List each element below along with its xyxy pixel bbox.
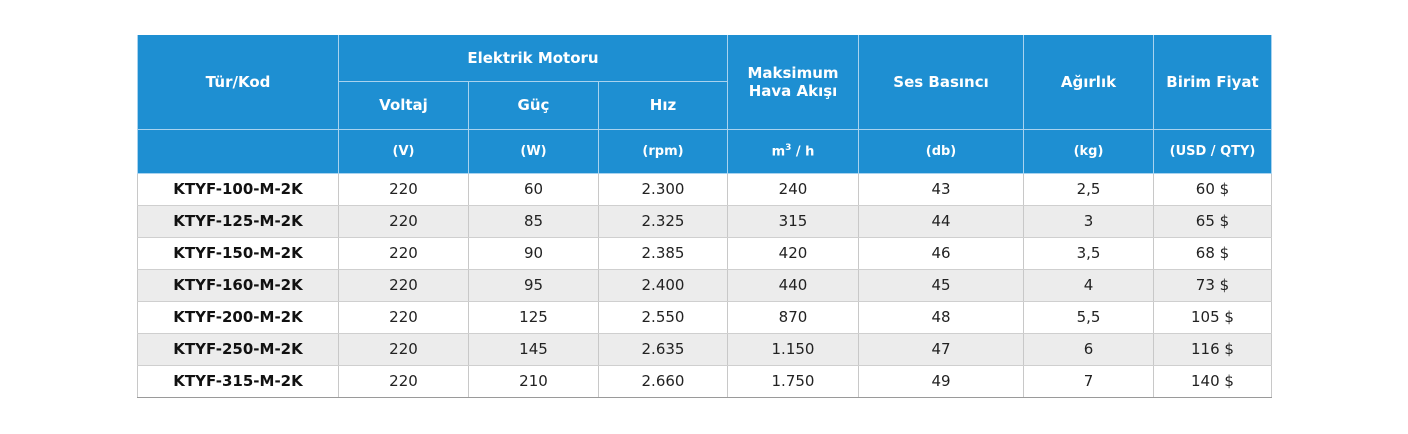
cell-fiyat: 105 $	[1154, 301, 1272, 333]
cell-hiz: 2.660	[599, 365, 728, 397]
unit-hava-suffix: / h	[795, 144, 815, 160]
unit-fiyat: (USD / QTY)	[1154, 129, 1272, 173]
header-maksimum-hava-akisi	[728, 35, 859, 129]
cell-voltaj: 220	[339, 205, 469, 237]
header-maksimum-line2: Hava Akışı	[748, 81, 838, 100]
header-maksimum-line1: Maksimum	[747, 63, 839, 82]
cell-hiz: 2.550	[599, 301, 728, 333]
cell-hiz: 2.400	[599, 269, 728, 301]
unit-tur-kod-empty	[138, 129, 339, 173]
header-voltaj: Voltaj	[339, 81, 469, 129]
cell-guc: 145	[469, 333, 599, 365]
cell-ses: 49	[859, 365, 1024, 397]
table-row	[138, 301, 1272, 333]
cell-agirlik: 6	[1024, 333, 1154, 365]
cell-kod: KTYF-150-M-2K	[138, 237, 339, 269]
cell-ses: 48	[859, 301, 1024, 333]
cell-kod: KTYF-200-M-2K	[138, 301, 339, 333]
cell-voltaj: 220	[339, 269, 469, 301]
unit-hava-sup: 3	[785, 142, 792, 153]
cell-hiz: 2.300	[599, 173, 728, 205]
header-guc: Güç	[469, 81, 599, 129]
cell-fiyat: 65 $	[1154, 205, 1272, 237]
cell-hiz: 2.635	[599, 333, 728, 365]
cell-kod: KTYF-315-M-2K	[138, 365, 339, 397]
cell-guc: 90	[469, 237, 599, 269]
cell-voltaj: 220	[339, 365, 469, 397]
cell-agirlik: 5,5	[1024, 301, 1154, 333]
cell-fiyat: 68 $	[1154, 237, 1272, 269]
cell-kod: KTYF-125-M-2K	[138, 205, 339, 237]
cell-hava: 315	[728, 205, 859, 237]
cell-voltaj: 220	[339, 237, 469, 269]
header-tur-kod: Tür/Kod	[138, 35, 339, 129]
header-hiz: Hız	[599, 81, 728, 129]
table-row	[138, 365, 1272, 397]
cell-hiz: 2.325	[599, 205, 728, 237]
cell-voltaj: 220	[339, 301, 469, 333]
header-ses-basinci: Ses Basıncı	[859, 35, 1024, 129]
cell-hava: 240	[728, 173, 859, 205]
cell-fiyat: 140 $	[1154, 365, 1272, 397]
table-row	[138, 173, 1272, 205]
unit-hiz: (rpm)	[599, 129, 728, 173]
table-body	[138, 173, 1272, 397]
cell-kod: KTYF-250-M-2K	[138, 333, 339, 365]
cell-guc: 60	[469, 173, 599, 205]
cell-ses: 47	[859, 333, 1024, 365]
table-row	[138, 205, 1272, 237]
unit-hava-akisi	[728, 129, 859, 173]
unit-agirlik: (kg)	[1024, 129, 1154, 173]
table-header	[138, 35, 1272, 173]
cell-guc: 125	[469, 301, 599, 333]
cell-voltaj: 220	[339, 333, 469, 365]
cell-ses: 45	[859, 269, 1024, 301]
product-spec-table	[137, 35, 1272, 398]
header-agirlik: Ağırlık	[1024, 35, 1154, 129]
cell-hava: 440	[728, 269, 859, 301]
cell-guc: 210	[469, 365, 599, 397]
cell-guc: 95	[469, 269, 599, 301]
cell-voltaj: 220	[339, 173, 469, 205]
unit-voltaj: (V)	[339, 129, 469, 173]
header-birim-fiyat: Birim Fiyat	[1154, 35, 1272, 129]
cell-kod: KTYF-160-M-2K	[138, 269, 339, 301]
header-elektrik-motoru: Elektrik Motoru	[339, 35, 728, 81]
cell-fiyat: 60 $	[1154, 173, 1272, 205]
cell-agirlik: 3	[1024, 205, 1154, 237]
cell-ses: 43	[859, 173, 1024, 205]
cell-fiyat: 73 $	[1154, 269, 1272, 301]
cell-fiyat: 116 $	[1154, 333, 1272, 365]
cell-hava: 420	[728, 237, 859, 269]
cell-guc: 85	[469, 205, 599, 237]
cell-ses: 46	[859, 237, 1024, 269]
cell-hiz: 2.385	[599, 237, 728, 269]
cell-agirlik: 3,5	[1024, 237, 1154, 269]
unit-hava-prefix: m	[771, 144, 786, 160]
table-row	[138, 333, 1272, 365]
cell-agirlik: 2,5	[1024, 173, 1154, 205]
cell-agirlik: 4	[1024, 269, 1154, 301]
unit-ses: (db)	[859, 129, 1024, 173]
cell-hava: 870	[728, 301, 859, 333]
cell-hava: 1.750	[728, 365, 859, 397]
cell-agirlik: 7	[1024, 365, 1154, 397]
table-row	[138, 237, 1272, 269]
cell-ses: 44	[859, 205, 1024, 237]
cell-hava: 1.150	[728, 333, 859, 365]
table-row	[138, 269, 1272, 301]
unit-guc: (W)	[469, 129, 599, 173]
cell-kod: KTYF-100-M-2K	[138, 173, 339, 205]
